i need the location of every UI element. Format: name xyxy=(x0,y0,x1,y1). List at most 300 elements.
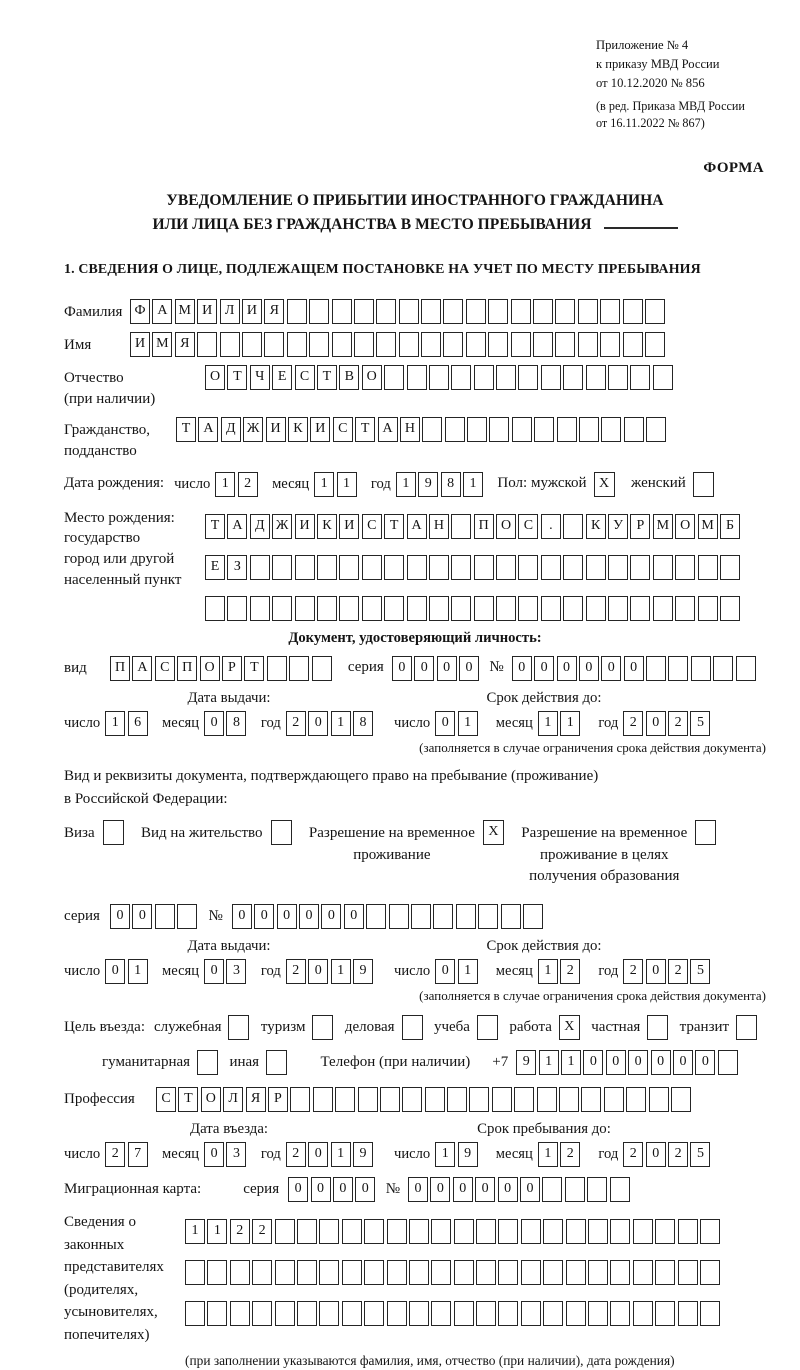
char-box[interactable]: 1 xyxy=(185,1219,205,1244)
char-box[interactable]: Л xyxy=(223,1087,243,1112)
char-box[interactable] xyxy=(534,417,554,442)
char-box[interactable] xyxy=(496,555,516,580)
char-box[interactable] xyxy=(610,1219,630,1244)
edu-residence-checkbox[interactable] xyxy=(695,820,716,845)
char-box[interactable] xyxy=(653,365,673,390)
char-box[interactable] xyxy=(578,332,598,357)
char-box[interactable] xyxy=(501,904,521,929)
char-box[interactable]: 1 xyxy=(396,472,416,497)
char-box[interactable]: А xyxy=(198,417,218,442)
char-box[interactable]: 1 xyxy=(215,472,235,497)
char-box[interactable] xyxy=(451,365,471,390)
char-box[interactable]: А xyxy=(378,417,398,442)
char-box[interactable]: 1 xyxy=(435,1142,455,1167)
char-box[interactable]: Б xyxy=(720,514,740,539)
char-box[interactable]: 0 xyxy=(534,656,554,681)
char-box[interactable]: 0 xyxy=(695,1050,715,1075)
char-box[interactable] xyxy=(387,1260,407,1285)
char-box[interactable]: А xyxy=(407,514,427,539)
char-box[interactable] xyxy=(297,1219,317,1244)
purpose-humanitarian-checkbox[interactable] xyxy=(197,1050,218,1075)
char-box[interactable] xyxy=(384,555,404,580)
char-box[interactable] xyxy=(384,596,404,621)
char-box[interactable]: 0 xyxy=(308,1142,328,1167)
char-box[interactable] xyxy=(313,1087,333,1112)
char-box[interactable]: 3 xyxy=(226,959,246,984)
char-box[interactable]: 1 xyxy=(458,959,478,984)
char-box[interactable] xyxy=(514,1087,534,1112)
char-box[interactable] xyxy=(671,1087,691,1112)
char-box[interactable] xyxy=(312,656,332,681)
char-box[interactable] xyxy=(399,299,419,324)
char-box[interactable]: С xyxy=(156,1087,176,1112)
char-box[interactable] xyxy=(474,555,494,580)
char-box[interactable] xyxy=(287,332,307,357)
char-box[interactable] xyxy=(409,1301,429,1326)
char-box[interactable] xyxy=(445,417,465,442)
char-box[interactable] xyxy=(604,1087,624,1112)
char-box[interactable]: 0 xyxy=(651,1050,671,1075)
char-box[interactable]: 0 xyxy=(430,1177,450,1202)
char-box[interactable]: И xyxy=(339,514,359,539)
char-box[interactable] xyxy=(250,596,270,621)
char-box[interactable] xyxy=(610,1301,630,1326)
char-box[interactable]: 0 xyxy=(288,1177,308,1202)
char-box[interactable] xyxy=(317,596,337,621)
char-box[interactable]: 0 xyxy=(557,656,577,681)
char-box[interactable]: 2 xyxy=(623,959,643,984)
char-box[interactable]: Д xyxy=(221,417,241,442)
char-box[interactable]: 1 xyxy=(538,1142,558,1167)
char-box[interactable]: 0 xyxy=(646,959,666,984)
char-box[interactable]: 5 xyxy=(690,711,710,736)
char-box[interactable]: О xyxy=(496,514,516,539)
char-box[interactable] xyxy=(364,1219,384,1244)
char-box[interactable] xyxy=(364,1260,384,1285)
char-box[interactable]: 2 xyxy=(623,1142,643,1167)
char-box[interactable]: Н xyxy=(400,417,420,442)
char-box[interactable] xyxy=(623,299,643,324)
visa-checkbox[interactable] xyxy=(103,820,124,845)
char-box[interactable]: 8 xyxy=(226,711,246,736)
char-box[interactable] xyxy=(309,332,329,357)
char-box[interactable]: 0 xyxy=(321,904,341,929)
char-box[interactable] xyxy=(402,1087,422,1112)
char-box[interactable]: А xyxy=(227,514,247,539)
char-box[interactable] xyxy=(523,904,543,929)
char-box[interactable] xyxy=(541,555,561,580)
char-box[interactable] xyxy=(227,596,247,621)
char-box[interactable] xyxy=(630,365,650,390)
char-box[interactable] xyxy=(297,1301,317,1326)
char-box[interactable] xyxy=(339,596,359,621)
char-box[interactable]: К xyxy=(288,417,308,442)
char-box[interactable] xyxy=(387,1301,407,1326)
char-box[interactable] xyxy=(456,904,476,929)
char-box[interactable]: 1 xyxy=(331,711,351,736)
char-box[interactable] xyxy=(559,1087,579,1112)
purpose-other-checkbox[interactable] xyxy=(266,1050,287,1075)
char-box[interactable]: С xyxy=(155,656,175,681)
char-box[interactable] xyxy=(608,365,628,390)
char-box[interactable] xyxy=(466,299,486,324)
char-box[interactable]: 0 xyxy=(512,656,532,681)
char-box[interactable]: 0 xyxy=(311,1177,331,1202)
char-box[interactable] xyxy=(443,299,463,324)
char-box[interactable]: О xyxy=(675,514,695,539)
char-box[interactable]: С xyxy=(362,514,382,539)
char-box[interactable] xyxy=(272,555,292,580)
char-box[interactable]: Т xyxy=(355,417,375,442)
char-box[interactable]: 3 xyxy=(226,1142,246,1167)
char-box[interactable] xyxy=(653,555,673,580)
char-box[interactable]: П xyxy=(177,656,197,681)
char-box[interactable] xyxy=(563,596,583,621)
char-box[interactable]: Т xyxy=(317,365,337,390)
char-box[interactable]: М xyxy=(152,332,172,357)
char-box[interactable]: 0 xyxy=(475,1177,495,1202)
char-box[interactable]: 0 xyxy=(673,1050,693,1075)
char-box[interactable] xyxy=(565,1177,585,1202)
char-box[interactable] xyxy=(275,1260,295,1285)
char-box[interactable]: У xyxy=(608,514,628,539)
char-box[interactable] xyxy=(407,555,427,580)
char-box[interactable]: Р xyxy=(630,514,650,539)
char-box[interactable]: 1 xyxy=(331,1142,351,1167)
char-box[interactable] xyxy=(588,1219,608,1244)
char-box[interactable] xyxy=(586,596,606,621)
char-box[interactable]: 7 xyxy=(128,1142,148,1167)
char-box[interactable] xyxy=(431,1301,451,1326)
char-box[interactable]: Т xyxy=(178,1087,198,1112)
char-box[interactable] xyxy=(492,1087,512,1112)
char-box[interactable]: 1 xyxy=(314,472,334,497)
char-box[interactable] xyxy=(421,299,441,324)
char-box[interactable]: Н xyxy=(429,514,449,539)
char-box[interactable] xyxy=(376,332,396,357)
char-box[interactable]: 1 xyxy=(539,1050,559,1075)
purpose-business-checkbox[interactable] xyxy=(402,1015,423,1040)
char-box[interactable] xyxy=(563,514,583,539)
char-box[interactable] xyxy=(354,299,374,324)
char-box[interactable] xyxy=(610,1177,630,1202)
char-box[interactable]: 2 xyxy=(560,959,580,984)
char-box[interactable]: 0 xyxy=(204,1142,224,1167)
char-box[interactable] xyxy=(252,1260,272,1285)
char-box[interactable]: Ж xyxy=(272,514,292,539)
char-box[interactable] xyxy=(543,1260,563,1285)
char-box[interactable] xyxy=(451,514,471,539)
char-box[interactable]: 2 xyxy=(105,1142,125,1167)
char-box[interactable] xyxy=(678,1219,698,1244)
char-box[interactable] xyxy=(645,332,665,357)
char-box[interactable] xyxy=(289,656,309,681)
char-box[interactable] xyxy=(496,596,516,621)
char-box[interactable] xyxy=(600,332,620,357)
char-box[interactable] xyxy=(700,1301,720,1326)
char-box[interactable]: 2 xyxy=(252,1219,272,1244)
char-box[interactable] xyxy=(366,904,386,929)
char-box[interactable] xyxy=(646,656,666,681)
char-box[interactable] xyxy=(588,1301,608,1326)
char-box[interactable] xyxy=(581,1087,601,1112)
char-box[interactable] xyxy=(454,1260,474,1285)
char-box[interactable]: 2 xyxy=(286,959,306,984)
char-box[interactable] xyxy=(451,596,471,621)
char-box[interactable] xyxy=(469,1087,489,1112)
char-box[interactable] xyxy=(566,1260,586,1285)
char-box[interactable]: 0 xyxy=(308,711,328,736)
char-box[interactable]: 0 xyxy=(498,1177,518,1202)
purpose-official-checkbox[interactable] xyxy=(228,1015,249,1040)
char-box[interactable]: 1 xyxy=(207,1219,227,1244)
char-box[interactable] xyxy=(197,332,217,357)
char-box[interactable] xyxy=(429,365,449,390)
char-box[interactable]: 1 xyxy=(463,472,483,497)
char-box[interactable] xyxy=(736,656,756,681)
char-box[interactable]: Е xyxy=(205,555,225,580)
char-box[interactable] xyxy=(467,417,487,442)
char-box[interactable]: П xyxy=(110,656,130,681)
char-box[interactable]: 5 xyxy=(690,1142,710,1167)
char-box[interactable] xyxy=(601,417,621,442)
char-box[interactable] xyxy=(358,1087,378,1112)
char-box[interactable]: 0 xyxy=(606,1050,626,1075)
char-box[interactable] xyxy=(185,1260,205,1285)
char-box[interactable]: 2 xyxy=(668,1142,688,1167)
char-box[interactable] xyxy=(220,332,240,357)
char-box[interactable] xyxy=(252,1301,272,1326)
char-box[interactable]: 9 xyxy=(516,1050,536,1075)
char-box[interactable] xyxy=(230,1301,250,1326)
char-box[interactable] xyxy=(454,1219,474,1244)
char-box[interactable] xyxy=(649,1087,669,1112)
char-box[interactable]: П xyxy=(474,514,494,539)
char-box[interactable] xyxy=(319,1301,339,1326)
char-box[interactable] xyxy=(295,596,315,621)
purpose-work-checkbox[interactable]: X xyxy=(559,1015,580,1040)
char-box[interactable] xyxy=(588,1260,608,1285)
char-box[interactable]: 0 xyxy=(579,656,599,681)
char-box[interactable] xyxy=(267,656,287,681)
char-box[interactable] xyxy=(498,1260,518,1285)
char-box[interactable] xyxy=(610,1260,630,1285)
char-box[interactable]: 0 xyxy=(583,1050,603,1075)
char-box[interactable] xyxy=(718,1050,738,1075)
char-box[interactable] xyxy=(713,656,733,681)
char-box[interactable] xyxy=(496,365,516,390)
char-box[interactable]: 0 xyxy=(132,904,152,929)
char-box[interactable] xyxy=(557,417,577,442)
char-box[interactable] xyxy=(608,596,628,621)
char-box[interactable]: М xyxy=(698,514,718,539)
char-box[interactable] xyxy=(275,1301,295,1326)
char-box[interactable]: 2 xyxy=(286,711,306,736)
char-box[interactable] xyxy=(177,904,197,929)
char-box[interactable]: 8 xyxy=(353,711,373,736)
char-box[interactable] xyxy=(678,1260,698,1285)
char-box[interactable]: 0 xyxy=(624,656,644,681)
char-box[interactable] xyxy=(155,904,175,929)
char-box[interactable]: 2 xyxy=(668,711,688,736)
char-box[interactable]: Я xyxy=(175,332,195,357)
char-box[interactable] xyxy=(537,1087,557,1112)
char-box[interactable] xyxy=(290,1087,310,1112)
char-box[interactable] xyxy=(521,1260,541,1285)
char-box[interactable] xyxy=(623,332,643,357)
char-box[interactable] xyxy=(655,1219,675,1244)
char-box[interactable] xyxy=(586,365,606,390)
char-box[interactable]: 2 xyxy=(286,1142,306,1167)
char-box[interactable] xyxy=(425,1087,445,1112)
char-box[interactable] xyxy=(407,596,427,621)
char-box[interactable]: 1 xyxy=(538,711,558,736)
char-box[interactable] xyxy=(264,332,284,357)
char-box[interactable]: 2 xyxy=(623,711,643,736)
char-box[interactable] xyxy=(698,596,718,621)
char-box[interactable] xyxy=(272,596,292,621)
char-box[interactable] xyxy=(720,596,740,621)
char-box[interactable] xyxy=(409,1219,429,1244)
char-box[interactable] xyxy=(317,555,337,580)
char-box[interactable]: 0 xyxy=(628,1050,648,1075)
char-box[interactable]: О xyxy=(205,365,225,390)
char-box[interactable]: 5 xyxy=(690,959,710,984)
temp-residence-checkbox[interactable]: X xyxy=(483,820,504,845)
char-box[interactable] xyxy=(342,1301,362,1326)
char-box[interactable] xyxy=(476,1301,496,1326)
char-box[interactable] xyxy=(578,299,598,324)
char-box[interactable]: Я xyxy=(246,1087,266,1112)
char-box[interactable]: И xyxy=(197,299,217,324)
char-box[interactable]: 0 xyxy=(204,711,224,736)
char-box[interactable] xyxy=(675,596,695,621)
char-box[interactable]: 2 xyxy=(230,1219,250,1244)
char-box[interactable] xyxy=(364,1301,384,1326)
char-box[interactable]: 0 xyxy=(277,904,297,929)
purpose-tourism-checkbox[interactable] xyxy=(312,1015,333,1040)
char-box[interactable]: И xyxy=(130,332,150,357)
char-box[interactable]: 2 xyxy=(668,959,688,984)
purpose-transit-checkbox[interactable] xyxy=(736,1015,757,1040)
char-box[interactable]: Т xyxy=(384,514,404,539)
char-box[interactable]: 0 xyxy=(355,1177,375,1202)
char-box[interactable]: Ф xyxy=(130,299,150,324)
char-box[interactable] xyxy=(698,555,718,580)
char-box[interactable]: 1 xyxy=(538,959,558,984)
char-box[interactable]: О xyxy=(200,656,220,681)
char-box[interactable]: 9 xyxy=(458,1142,478,1167)
char-box[interactable] xyxy=(447,1087,467,1112)
char-box[interactable] xyxy=(655,1260,675,1285)
char-box[interactable]: 0 xyxy=(392,656,412,681)
char-box[interactable] xyxy=(342,1260,362,1285)
char-box[interactable] xyxy=(433,904,453,929)
char-box[interactable] xyxy=(309,299,329,324)
char-box[interactable]: 0 xyxy=(601,656,621,681)
char-box[interactable]: В xyxy=(339,365,359,390)
char-box[interactable]: О xyxy=(201,1087,221,1112)
char-box[interactable] xyxy=(630,555,650,580)
char-box[interactable]: Р xyxy=(222,656,242,681)
char-box[interactable] xyxy=(678,1301,698,1326)
char-box[interactable]: 9 xyxy=(418,472,438,497)
char-box[interactable] xyxy=(474,596,494,621)
char-box[interactable]: 0 xyxy=(344,904,364,929)
char-box[interactable]: 8 xyxy=(441,472,461,497)
char-box[interactable]: 0 xyxy=(435,711,455,736)
char-box[interactable] xyxy=(332,332,352,357)
char-box[interactable]: 0 xyxy=(453,1177,473,1202)
char-box[interactable] xyxy=(720,555,740,580)
char-box[interactable]: А xyxy=(152,299,172,324)
char-box[interactable] xyxy=(633,1301,653,1326)
char-box[interactable]: С xyxy=(295,365,315,390)
char-box[interactable]: 9 xyxy=(353,959,373,984)
char-box[interactable]: 1 xyxy=(458,711,478,736)
char-box[interactable]: 2 xyxy=(238,472,258,497)
char-box[interactable]: Т xyxy=(227,365,247,390)
char-box[interactable] xyxy=(488,299,508,324)
char-box[interactable] xyxy=(563,555,583,580)
char-box[interactable] xyxy=(474,365,494,390)
char-box[interactable] xyxy=(384,365,404,390)
char-box[interactable] xyxy=(250,555,270,580)
char-box[interactable] xyxy=(563,365,583,390)
char-box[interactable] xyxy=(389,904,409,929)
char-box[interactable]: 0 xyxy=(204,959,224,984)
char-box[interactable] xyxy=(498,1301,518,1326)
char-box[interactable]: . xyxy=(541,514,561,539)
char-box[interactable]: 1 xyxy=(331,959,351,984)
char-box[interactable]: 9 xyxy=(353,1142,373,1167)
char-box[interactable] xyxy=(421,332,441,357)
char-box[interactable] xyxy=(376,299,396,324)
char-box[interactable] xyxy=(700,1260,720,1285)
char-box[interactable] xyxy=(407,365,427,390)
char-box[interactable] xyxy=(655,1301,675,1326)
char-box[interactable] xyxy=(511,299,531,324)
char-box[interactable] xyxy=(207,1301,227,1326)
char-box[interactable]: И xyxy=(310,417,330,442)
char-box[interactable]: М xyxy=(653,514,673,539)
char-box[interactable] xyxy=(541,596,561,621)
char-box[interactable] xyxy=(319,1219,339,1244)
char-box[interactable] xyxy=(478,904,498,929)
char-box[interactable]: 0 xyxy=(646,711,666,736)
char-box[interactable] xyxy=(431,1260,451,1285)
char-box[interactable] xyxy=(205,596,225,621)
char-box[interactable] xyxy=(422,417,442,442)
char-box[interactable] xyxy=(185,1301,205,1326)
sex-male-checkbox[interactable]: X xyxy=(594,472,615,497)
char-box[interactable]: 1 xyxy=(337,472,357,497)
char-box[interactable] xyxy=(518,365,538,390)
char-box[interactable] xyxy=(587,1177,607,1202)
char-box[interactable]: 1 xyxy=(560,711,580,736)
char-box[interactable]: 6 xyxy=(128,711,148,736)
char-box[interactable]: Ж xyxy=(243,417,263,442)
char-box[interactable] xyxy=(518,596,538,621)
char-box[interactable] xyxy=(230,1260,250,1285)
char-box[interactable] xyxy=(626,1087,646,1112)
char-box[interactable]: 0 xyxy=(299,904,319,929)
char-box[interactable] xyxy=(488,332,508,357)
char-box[interactable] xyxy=(429,596,449,621)
char-box[interactable] xyxy=(431,1219,451,1244)
char-box[interactable] xyxy=(354,332,374,357)
char-box[interactable]: Я xyxy=(264,299,284,324)
